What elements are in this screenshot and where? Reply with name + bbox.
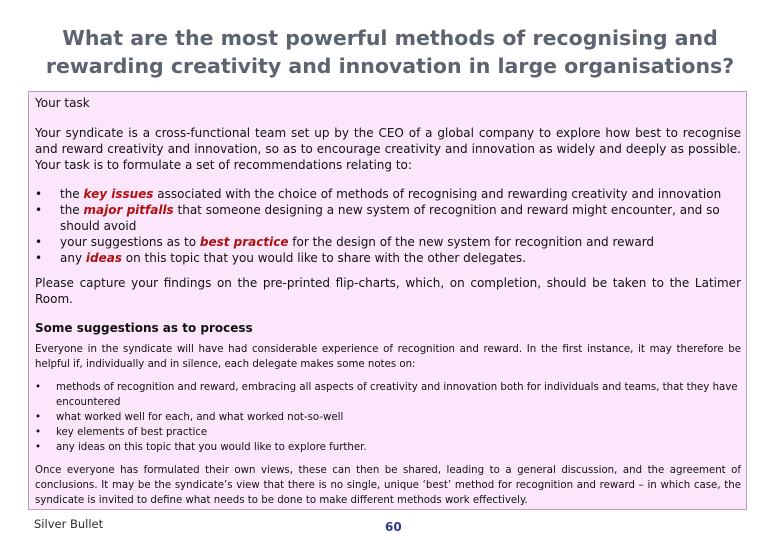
bullet-dot: •	[35, 412, 42, 423]
bullet-text-pre: your suggestions as to	[60, 235, 200, 249]
bullet-text-post: for the design of the new system for recognition and reward	[288, 235, 655, 249]
process-bullet-text: methods of recognition and reward, embracing all aspects of creativity and innovation both for individuals and teams, that they have encountered	[56, 382, 738, 408]
slide-title	[20, 24, 760, 80]
process-bullet	[35, 425, 741, 440]
process-bullet-text: any ideas on this topic that you would like to explore further.	[56, 442, 367, 453]
best-practice-keyword: best practice	[199, 235, 289, 249]
task-bullet	[35, 202, 741, 234]
bullet-text-post: that someone designing a new system of recognition and reward might encounter, and so should avoid	[60, 203, 720, 233]
process-bullet-list	[35, 380, 741, 455]
capture-instructions: Please capture your findings on the pre-printed flip-charts, which, on completion, should be taken to the Latimer Room.	[35, 276, 741, 306]
task-bullet	[35, 250, 741, 266]
bullet-dot: •	[35, 187, 43, 201]
bullet-text-pre: the	[60, 203, 84, 217]
footer-brand: Silver Bullet	[34, 517, 104, 531]
key-issues-keyword: key issues	[83, 187, 154, 201]
title-line-1: What are the most powerful methods of recognising and	[62, 26, 718, 50]
task-intro: Your syndicate is a cross-functional team set up by the CEO of a global company to explore how best to recognise and reward creativity and innovation, so as to encourage creativity and innovation as widely and deeply as possible. Your task is to formulate a set of recommendations relating to:	[35, 126, 741, 172]
task-heading: Your task	[35, 96, 90, 110]
task-bullet-list	[35, 186, 741, 266]
bullet-text-post: on this topic that you would like to share with the other delegates.	[121, 251, 526, 265]
page-number: 60	[385, 520, 402, 534]
process-bullet	[35, 440, 741, 455]
bullet-text-pre: the	[60, 187, 84, 201]
process-heading: Some suggestions as to process	[35, 321, 253, 335]
process-bullet-text: what worked well for each, and what worked not-so-well	[56, 412, 344, 423]
task-bullet	[35, 186, 741, 202]
process-intro: Everyone in the syndicate will have had considerable experience of recognition and reward. In the first instance, it may therefore be helpful if, individually and in silence, each delegate makes some notes on:	[35, 344, 741, 370]
bullet-text-pre: any	[60, 251, 86, 265]
process-closing: Once everyone has formulated their own views, these can then be shared, leading to a general discussion, and the agreement of conclusions. It may be the syndicate’s view that there is no single, unique ‘best’ method for recognition and reward – in which case, the syndicate is invited to define what needs to be done to make different methods work effectively.	[35, 465, 741, 506]
bullet-dot: •	[35, 427, 42, 438]
process-bullet	[35, 380, 741, 410]
ideas-keyword: ideas	[85, 251, 122, 265]
task-bullet	[35, 234, 741, 250]
bullet-dot: •	[35, 235, 43, 249]
title-line-2: rewarding creativity and innovation in large organisations?	[45, 54, 735, 78]
bullet-text-post: associated with the choice of methods of recognising and rewarding creativity and innovation	[153, 187, 722, 201]
bullet-dot: •	[35, 382, 42, 393]
process-bullet-text: key elements of best practice	[56, 427, 208, 438]
process-bullet	[35, 410, 741, 425]
bullet-dot: •	[35, 251, 43, 265]
content-box	[28, 91, 747, 510]
bullet-dot: •	[35, 203, 43, 217]
bullet-dot: •	[35, 442, 42, 453]
major-pitfalls-keyword: major pitfalls	[83, 203, 174, 217]
